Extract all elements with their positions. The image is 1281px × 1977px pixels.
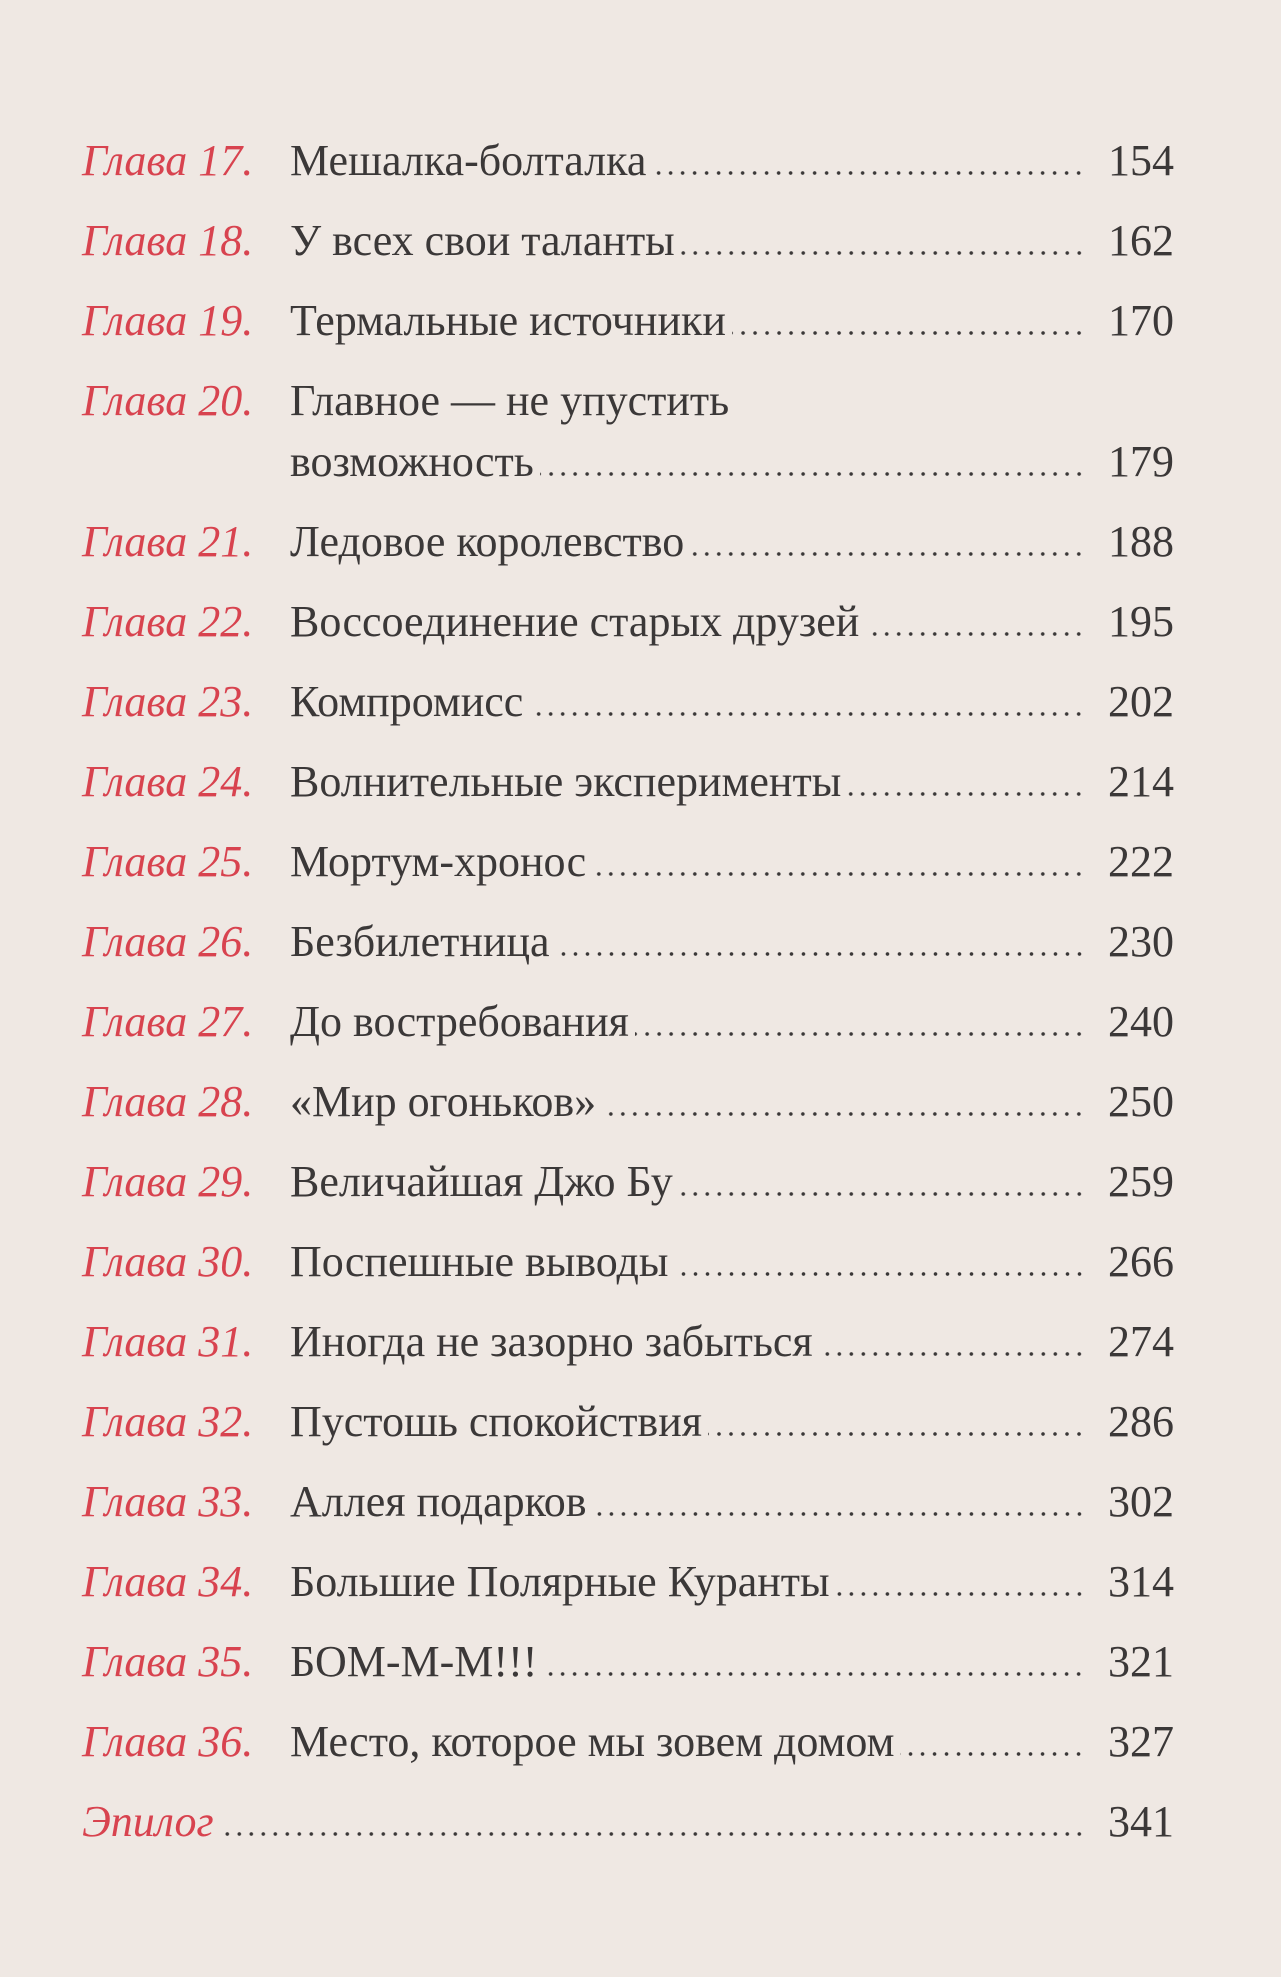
chapter-title: Пустошь спокойствия xyxy=(290,1397,702,1446)
chapter-label: Глава 23. xyxy=(82,677,254,726)
page-number: 214 xyxy=(1108,757,1174,806)
dot-leader xyxy=(602,1112,1085,1116)
page-number: 222 xyxy=(1108,837,1174,886)
toc-entry[interactable] xyxy=(82,1222,1174,1302)
chapter-title: Мешалка-болталка xyxy=(290,136,647,185)
chapter-title: Волнительные эксперименты xyxy=(290,757,842,806)
toc-entry[interactable] xyxy=(82,982,1174,1062)
toc-entry[interactable] xyxy=(82,822,1174,902)
chapter-label: Глава 31. xyxy=(82,1317,254,1366)
dot-leader xyxy=(543,1672,1085,1676)
page-number: 327 xyxy=(1108,1717,1174,1766)
toc-entry[interactable] xyxy=(82,582,1174,662)
dot-leader xyxy=(652,171,1085,175)
page-number: 195 xyxy=(1108,597,1174,646)
page-number: 266 xyxy=(1108,1237,1174,1286)
toc-entry[interactable] xyxy=(82,742,1174,822)
dot-leader xyxy=(690,552,1085,556)
page-number: 302 xyxy=(1108,1477,1174,1526)
page-number: 154 xyxy=(1108,136,1174,185)
toc-entry[interactable] xyxy=(82,1702,1174,1782)
chapter-title: «Мир огоньков» xyxy=(290,1077,597,1126)
page-number: 250 xyxy=(1108,1077,1174,1126)
chapter-title: Величайшая Джо Бу xyxy=(290,1157,673,1206)
toc-entry[interactable] xyxy=(82,1622,1174,1702)
chapter-title: Иногда не зазорно забыться xyxy=(290,1317,813,1366)
page-number: 286 xyxy=(1108,1397,1174,1446)
chapter-label: Глава 35. xyxy=(82,1637,254,1686)
page-number: 240 xyxy=(1108,997,1174,1046)
chapter-label: Глава 22. xyxy=(82,597,254,646)
page-number: 179 xyxy=(1108,437,1174,486)
dot-leader xyxy=(819,1352,1085,1356)
dot-leader xyxy=(593,1512,1085,1516)
chapter-label: Глава 20. xyxy=(82,376,254,425)
dot-leader xyxy=(635,1032,1085,1036)
chapter-label: Глава 21. xyxy=(82,517,254,566)
chapter-label: Глава 18. xyxy=(82,216,254,265)
chapter-title: До востребования xyxy=(290,997,629,1046)
dot-leader xyxy=(847,792,1085,796)
page-number: 162 xyxy=(1108,216,1174,265)
dot-leader xyxy=(708,1432,1085,1436)
chapter-label: Глава 26. xyxy=(82,917,254,966)
page-number: 170 xyxy=(1108,296,1174,345)
toc-entry[interactable] xyxy=(82,1142,1174,1222)
chapter-title: Аллея подарков xyxy=(290,1477,587,1526)
toc-entry[interactable] xyxy=(82,1062,1174,1142)
toc-entry[interactable] xyxy=(82,1782,1174,1862)
chapter-title: БОМ-М-М!!! xyxy=(290,1637,538,1686)
chapter-title: Ледовое королевство xyxy=(290,517,685,566)
dot-leader xyxy=(679,1192,1085,1196)
toc-entry[interactable] xyxy=(82,361,1174,425)
chapter-title: У всех свои таланты xyxy=(290,216,675,265)
chapter-title: Место, которое мы зовем домом xyxy=(290,1717,895,1766)
chapter-title-continuation: возможность xyxy=(290,437,534,486)
chapter-title: Воссоединение старых друзей xyxy=(290,597,860,646)
chapter-label: Глава 30. xyxy=(82,1237,254,1286)
dot-leader xyxy=(540,472,1085,476)
chapter-label: Глава 17. xyxy=(82,136,254,185)
chapter-label: Глава 29. xyxy=(82,1157,254,1206)
chapter-label: Глава 28. xyxy=(82,1077,254,1126)
chapter-title: Главное — не упустить xyxy=(290,376,730,425)
chapter-title: Безбилетница xyxy=(290,917,550,966)
chapter-label: Глава 34. xyxy=(82,1557,254,1606)
chapter-label: Глава 32. xyxy=(82,1397,254,1446)
toc-entry[interactable] xyxy=(82,502,1174,582)
page-number: 230 xyxy=(1108,917,1174,966)
toc-entry[interactable] xyxy=(82,121,1174,201)
chapter-title: Компромисс xyxy=(290,677,524,726)
dot-leader xyxy=(732,331,1085,335)
toc-entry[interactable] xyxy=(82,281,1174,361)
page-number: 188 xyxy=(1108,517,1174,566)
toc-entry[interactable] xyxy=(82,201,1174,281)
toc-entry[interactable] xyxy=(82,1302,1174,1382)
toc-entry[interactable] xyxy=(82,1462,1174,1542)
dot-leader xyxy=(836,1592,1085,1596)
chapter-label: Глава 25. xyxy=(82,837,254,886)
dot-leader xyxy=(675,1272,1086,1276)
page-number: 259 xyxy=(1108,1157,1174,1206)
dot-leader xyxy=(529,712,1085,716)
chapter-title: Большие Полярные Куранты xyxy=(290,1557,830,1606)
dot-leader xyxy=(220,1832,1085,1836)
dot-leader xyxy=(865,632,1085,636)
toc-entry[interactable] xyxy=(82,1542,1174,1622)
chapter-label: Глава 27. xyxy=(82,997,254,1046)
toc-entry[interactable] xyxy=(82,902,1174,982)
dot-leader xyxy=(681,251,1085,255)
dot-leader xyxy=(556,952,1085,956)
chapter-label: Эпилог xyxy=(82,1797,214,1846)
page-number: 314 xyxy=(1108,1557,1174,1606)
chapter-title: Поспешные выводы xyxy=(290,1237,669,1286)
chapter-label: Глава 24. xyxy=(82,757,254,806)
toc-entry[interactable] xyxy=(82,1382,1174,1462)
chapter-label: Глава 36. xyxy=(82,1717,254,1766)
page-number: 202 xyxy=(1108,677,1174,726)
page-number: 341 xyxy=(1108,1797,1174,1846)
chapter-title: Термальные источники xyxy=(290,296,726,345)
chapter-label: Глава 33. xyxy=(82,1477,254,1526)
chapter-title: Мортум-хронос xyxy=(290,837,587,886)
table-of-contents xyxy=(82,121,1174,1862)
dot-leader xyxy=(592,872,1085,876)
page-number: 274 xyxy=(1108,1317,1174,1366)
dot-leader xyxy=(900,1752,1085,1756)
chapter-label: Глава 19. xyxy=(82,296,254,345)
toc-entry[interactable] xyxy=(82,662,1174,742)
page-number: 321 xyxy=(1108,1637,1174,1686)
